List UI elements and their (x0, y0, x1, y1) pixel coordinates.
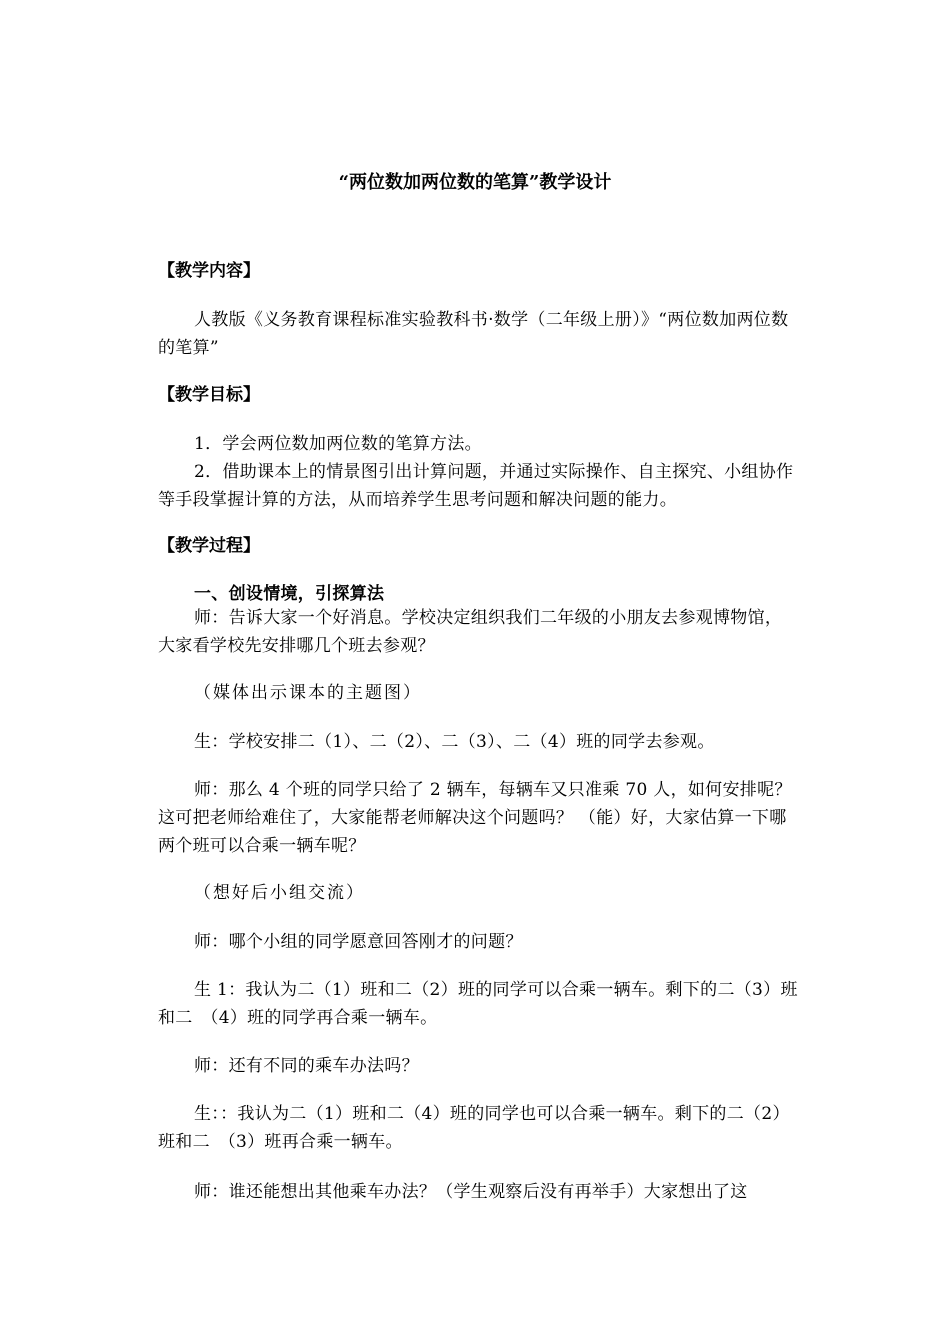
process-line-1: 师：告诉大家一个好消息。学校决定组织我们二年级的小朋友去参观博物馆，大家看学校先安排哪几个班去参观？ (158, 608, 783, 656)
content-paragraph: 人教版《义务教育课程标准实验教科书·数学（二年级上册）》“两位数加两位数的笔算” (158, 310, 789, 358)
process-line-8: 师：还有不同的乘车办法吗？ (194, 1056, 419, 1076)
process-line-6: 师：哪个小组的同学愿意回答刚才的问题？ (194, 932, 523, 952)
goal-item-1: 1．学会两位数加两位数的笔算方法。 (194, 434, 482, 454)
process-line-4: 师：那么 4 个班的同学只给了 2 辆车，每辆车又只准乘 70 人，如何安排呢？这可把老师给难住了，大家能帮老师解决这个问题吗？ （能）好，大家估算一下哪两个班可以合乘一辆车呢？ (158, 780, 792, 856)
process-line-5: （想好后小组交流） (194, 883, 365, 903)
process-line-10: 师：谁还能想出其他乘车办法？（学生观察后没有再举手）大家想出了这 (194, 1182, 748, 1202)
process-line-3: 生：学校安排二（1）、二（2）、二（3）、二（4）班的同学去参观。 (194, 732, 715, 752)
section-heading-process: 【教学过程】 (158, 536, 260, 556)
section-heading-goals: 【教学目标】 (158, 385, 260, 405)
process-line-7: 生 1：我认为二（1）班和二（2）班的同学可以合乘一辆车。剩下的二（3）班和二 （4）班的同学再合乘一辆车。 (158, 980, 798, 1028)
process-line-9: 生：：我认为二（1）班和二（4）班的同学也可以合乘一辆车。剩下的二（2）班和二 （3）班再合乘一辆车。 (158, 1104, 790, 1152)
process-line-2: （媒体出示课本的主题图） (194, 683, 422, 703)
process-subheading-1: 一、创设情境，引探算法 (194, 584, 385, 604)
section-heading-content: 【教学内容】 (158, 261, 260, 281)
document-title: “两位数加两位数的笔算”教学设计 (338, 172, 612, 193)
goal-item-2: 2．借助课本上的情景图引出计算问题，并通过实际操作、自主探究、小组协作等手段掌握计算的方法，从而培养学生思考问题和解决问题的能力。 (158, 462, 794, 510)
